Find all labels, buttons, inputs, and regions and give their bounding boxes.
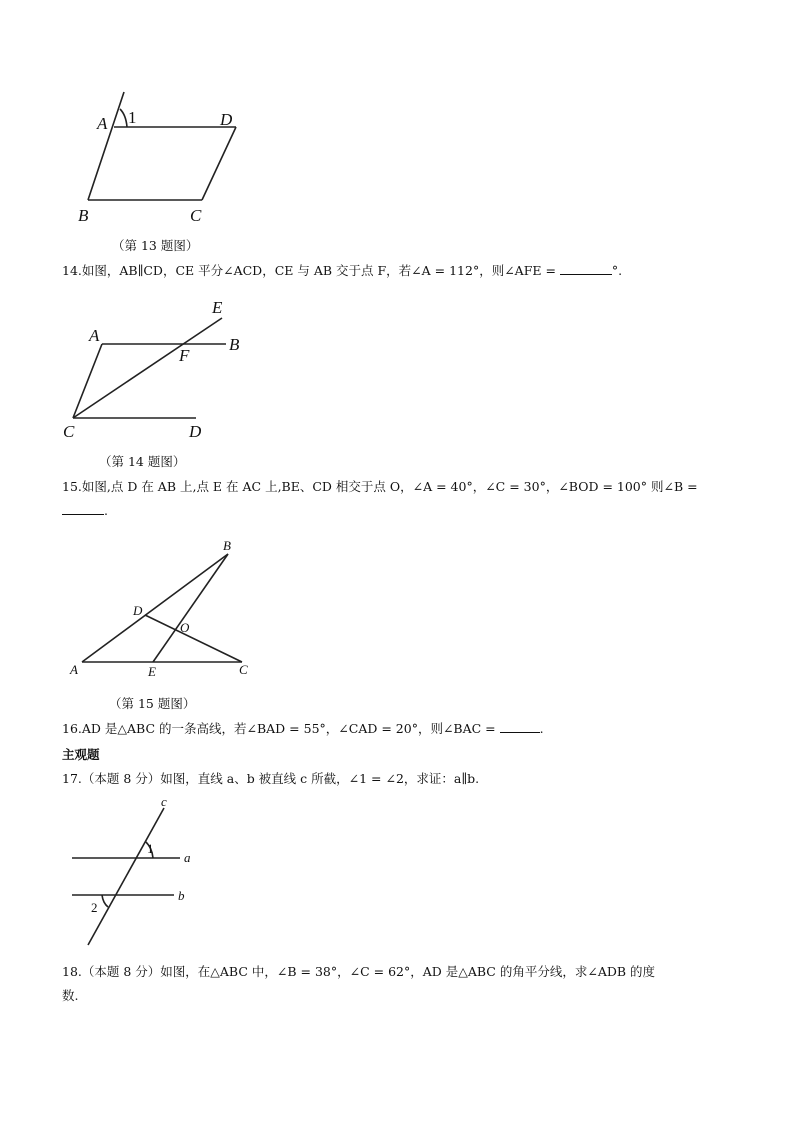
question-14-text: 14.如图，AB∥CD，CE 平分∠ACD，CE 与 AB 交于点 F，若∠A = 112°，则∠AFE = [62,263,560,278]
fig13-label-a: A [97,114,108,133]
fig15-label-o: O [180,620,190,635]
question-16-tail: . [539,721,544,736]
question-15-tail: . [104,503,108,518]
fig14-label-d: D [189,422,202,441]
fig15-label-d: D [133,603,143,618]
question-15-line-1: 15.如图,点 D 在 AB 上,点 E 在 AC 上,BE、CD 相交于点 O，∠A = 40°，∠C = 30°，∠BOD = 100° 则∠B = [62,479,698,494]
fig17-label-b: b [178,888,185,903]
fig17-angle-2-arc [102,895,108,907]
fig17-label-1: 1 [147,841,154,856]
fig13-label-c: C [190,206,202,225]
fig15-label-a: A [70,662,78,677]
question-17: 17.（本题 8 分）如图，直线 a、b 被直线 c 所截，∠1 = ∠2，求证：a∥b. [62,771,480,786]
fig17-label-c: c [161,794,167,809]
fig13-caption: （第 13 题图） [112,238,199,253]
question-18-line-1: 18.（本题 8 分）如图，在△ABC 中，∠B = 38°，∠C = 62°，AD 是△ABC 的角平分线，求∠ADB 的度 [62,964,656,979]
fig17-label-2: 2 [91,900,98,915]
question-16-text: 16.AD 是△ABC 的一条高线，若∠BAD = 55°，∠CAD = 20°，则∠BAC = [62,721,500,736]
question-18-line-2: 数. [62,988,79,1003]
question-14-tail: °. [611,263,623,278]
fig14-caption: （第 14 题图） [99,454,186,469]
fig14-label-e: E [212,298,223,317]
fig17-line-c [88,808,164,945]
fig15-caption: （第 15 题图） [109,696,196,711]
fig13-label-d: D [220,110,233,129]
fig17-label-a: a [184,850,191,865]
fig15-label-e: E [148,664,156,679]
fig15-label-b: B [223,538,231,553]
fig13-label-1: 1 [128,108,137,127]
section-title: 主观题 [62,747,100,762]
fig13-label-b: B [78,206,89,225]
fig14-label-f: F [179,346,190,365]
fig14-label-c: C [63,422,75,441]
fig15-label-c: C [239,662,248,677]
fig14-label-b: B [229,335,240,354]
fig14-label-a: A [89,326,100,345]
